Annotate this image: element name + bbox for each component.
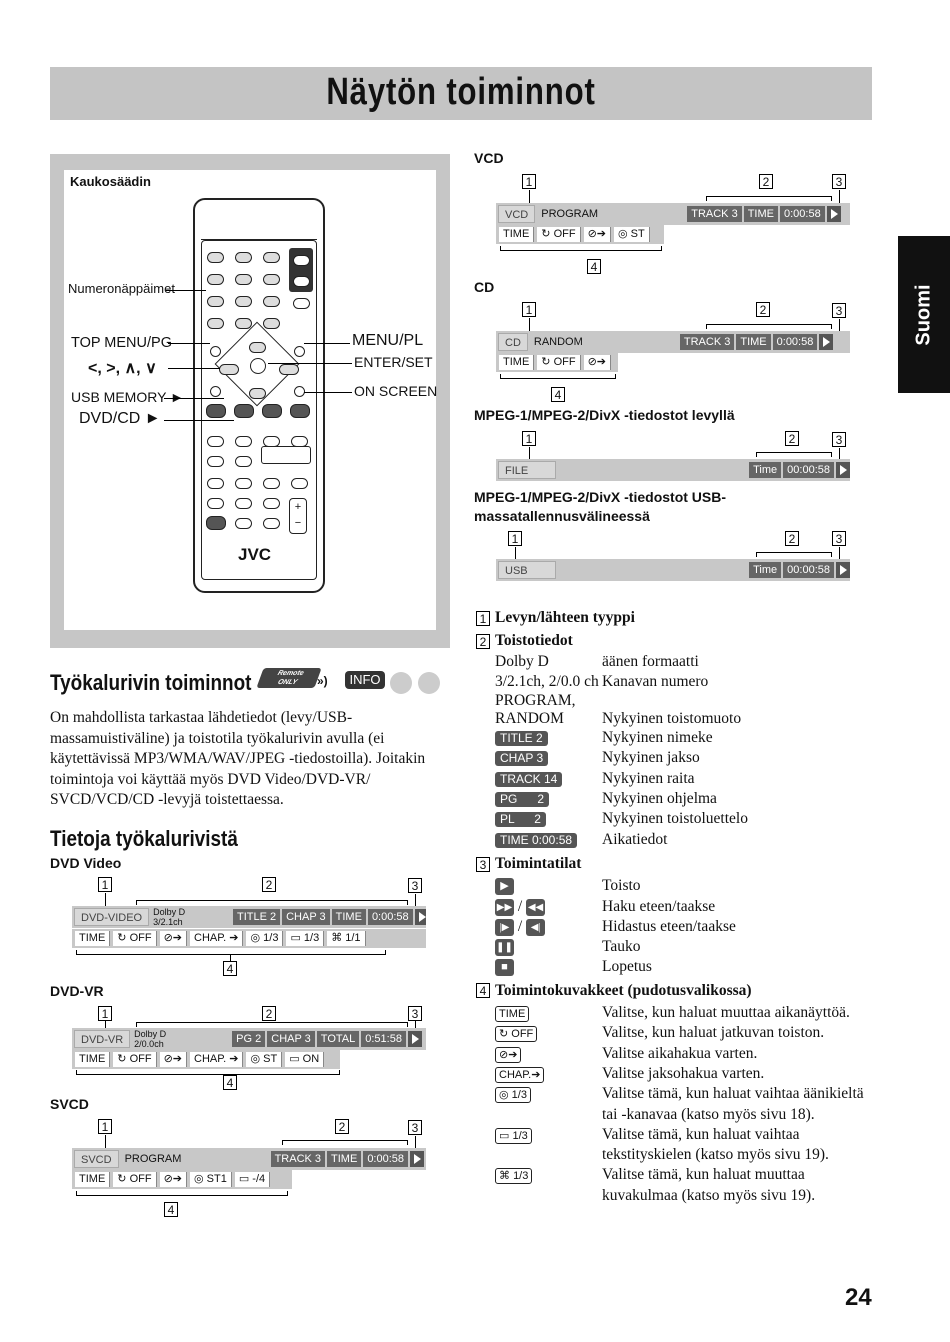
time-display-icon[interactable]: TIME (75, 1172, 110, 1187)
numeric-keys (207, 252, 287, 332)
time-search-icon[interactable]: ⊘➔ (160, 1052, 187, 1067)
slow-reverse-icon: ◀| (526, 919, 545, 936)
legend-row: Dolby D äänen formaatti (495, 652, 699, 670)
time-search-icon[interactable]: ⊘➔ (584, 227, 611, 242)
vcd-label: VCD (474, 150, 504, 166)
time-display-icon: TIME (495, 1006, 529, 1022)
repeat-icon[interactable]: ↻ OFF (537, 227, 580, 242)
mpeg-disc-status-bar (496, 459, 850, 481)
time-label: TIME (736, 334, 770, 350)
fast-reverse-icon: ◀◀ (526, 899, 545, 916)
leader-line (304, 343, 350, 344)
leader-line (168, 343, 210, 344)
subtitle-icon[interactable]: ▭ 1/3 (286, 931, 324, 946)
legend-row: ▶ Toisto (476, 876, 876, 896)
legend-row: RANDOM Nykyinen toistomuoto (495, 710, 742, 728)
time-search-icon[interactable]: ⊘➔ (160, 1172, 187, 1187)
source-type: USB (498, 561, 556, 579)
source-type: VCD (498, 205, 535, 223)
legend-row: ↻ OFF Valitse, kun haluat jatkuvan toiston. (476, 1023, 876, 1043)
legend-row: ⊘➔ Valitse aikahakua varten. (476, 1044, 876, 1064)
time-label: Time (749, 462, 781, 478)
callout-4: 4 (164, 1202, 178, 1217)
callout-1: 1 (522, 174, 536, 189)
subtitle-icon[interactable]: ▭ -/4 (235, 1172, 270, 1187)
callout-1: 1 (98, 1119, 112, 1134)
legend-row: ■ Lopetus (476, 957, 876, 977)
mpeg-usb-label: MPEG-1/MPEG-2/DivX -tiedostot USB- massatallennusvälineessä (474, 489, 727, 524)
callout-2: 2 (756, 302, 770, 317)
legend-section-1: 1 Levyn/lähteen tyyppi (476, 608, 876, 628)
play-icon (836, 462, 850, 478)
legend-row: ❚❚ Tauko (496, 938, 641, 956)
remote-heading: Kaukosäädin (70, 174, 151, 189)
fast-forward-icon: ▶▶ (495, 899, 514, 916)
track-indicator: TRACK 3 (687, 206, 741, 222)
svcd-label: SVCD (50, 1096, 89, 1112)
callout-3: 3 (408, 1006, 422, 1021)
time-label: TOTAL (317, 1031, 359, 1047)
subtitle-icon: ▭ 1/3 (495, 1128, 532, 1144)
dvd-vr-label: DVD-VR (50, 983, 104, 999)
repeat-icon[interactable]: ↻ OFF (113, 1172, 156, 1187)
label-top-menu: TOP MENU/PG (71, 335, 172, 351)
vcd-function-bar (496, 225, 664, 244)
time-label: Time (749, 562, 781, 578)
cd-status-bar (496, 331, 850, 353)
label-arrow-keys: <, >, ∧, ∨ (88, 360, 157, 377)
leader-line (166, 290, 206, 291)
time-label: TIME (332, 909, 366, 925)
legend-row: ▶▶ / ◀◀ Haku eteen/taakse (496, 897, 716, 915)
audio-icon[interactable]: ◎ ST (614, 227, 650, 242)
toolbar-paragraph: On mahdollista tarkastaa lähdetiedot (levy/USB-massamuistiväline) ja toistotila työkalurivin avulla (ei käytettävissä MP3/WMA/WAV/JPEG -tiedostoilla). Joitakin toimintoja voi käyttää myös DVD Video/DVD-VR/ SVCD/VCD/CD -levyjä toistettaessa. (50, 709, 426, 808)
dvd-video-label: DVD Video (50, 855, 122, 871)
dvd-video-function-bar (72, 929, 426, 948)
language-tab-label: Suomi (912, 283, 935, 346)
leader-line (164, 420, 234, 421)
time-label: TIME (327, 1151, 361, 1167)
chapter-search-icon: CHAP.➔ (495, 1067, 544, 1083)
callout-2: 2 (335, 1119, 349, 1134)
callout-4: 4 (587, 259, 601, 274)
enter-key (250, 358, 266, 374)
time-value: 0:00:58 (363, 1151, 408, 1167)
label-dvd-cd: DVD/CD ► (79, 410, 161, 427)
source-type: FILE (498, 461, 556, 479)
angle-icon[interactable]: ⌘ 1/1 (327, 931, 365, 946)
repeat-icon[interactable]: ↻ OFF (537, 355, 580, 370)
legend-row: PG 2 Nykyinen ohjelma (476, 789, 876, 809)
time-value: 0:51:58 (361, 1031, 406, 1047)
legend-section-4: 4 Toimintokuvakkeet (pudotusvalikossa) (476, 981, 876, 1001)
mpeg-usb-status-bar (496, 559, 850, 581)
leader-line (164, 398, 224, 399)
title-indicator: TITLE 2 (233, 909, 280, 925)
source-type: DVD-VIDEO (74, 908, 149, 926)
repeat-icon: ↻ OFF (495, 1026, 537, 1042)
stop-icon: ■ (495, 959, 514, 976)
about-toolbar-heading: Tietoja työkalurivistä (50, 826, 238, 851)
track-indicator: TRACK 3 (271, 1151, 325, 1167)
callout-4: 4 (551, 387, 565, 402)
time-label: TIME (744, 206, 778, 222)
legend-row: CHAP 3 Nykyinen jakso (476, 748, 876, 768)
time-search-icon[interactable]: ⊘➔ (584, 355, 611, 370)
track-indicator: TRACK 3 (680, 334, 734, 350)
slow-forward-icon: |▶ (495, 919, 514, 936)
legend-row: ◎ 1/3 Valitse tämä, kun haluat vaihtaa äänikieltä tai -kanavaa (katso myös sivu 18). (476, 1084, 876, 1125)
callout-3: 3 (832, 303, 846, 318)
toolbar-heading: Työkalurivin toiminnot (50, 670, 252, 695)
cd-label: CD (474, 279, 495, 295)
page-number: 24 (845, 1284, 872, 1311)
time-value: 00:00:58 (783, 462, 834, 478)
callout-4: 4 (223, 1075, 237, 1090)
callout-3: 3 (832, 531, 846, 546)
play-icon (410, 1151, 424, 1167)
callout-2: 2 (262, 1006, 276, 1021)
legend-row: PL 2 Nykyinen toistoluettelo (476, 809, 876, 829)
time-value: 0:00:58 (773, 334, 818, 350)
legend-row: TIME Valitse, kun haluat muuttaa aikanäyttöä. (476, 1003, 876, 1023)
page-title: Näytön toiminnot (326, 71, 596, 113)
pause-icon: ❚❚ (495, 939, 514, 956)
legend-row: 3/2.1ch, 2/0.0 ch Kanavan numero (495, 672, 709, 690)
callout-2: 2 (785, 431, 799, 446)
source-type: CD (498, 333, 528, 351)
legend-row: CHAP.➔ Valitse jaksohakua varten. (476, 1064, 876, 1084)
callout-2: 2 (262, 877, 276, 892)
repeat-icon[interactable]: ↻ OFF (113, 931, 156, 946)
mpeg-disc-label: MPEG-1/MPEG-2/DivX -tiedostot levyllä (474, 407, 735, 423)
play-mode: RANDOM (533, 336, 583, 348)
dvd-vr-status-bar (72, 1028, 426, 1050)
svcd-function-bar (72, 1170, 292, 1189)
time-display-icon[interactable]: TIME (499, 227, 534, 242)
repeat-icon[interactable]: ↻ OFF (113, 1052, 156, 1067)
legend-row: TITLE 2 Nykyinen nimeke (476, 728, 876, 748)
source-type: DVD-VR (74, 1030, 130, 1048)
audio-format: Dolby D 3/2.1ch (153, 907, 186, 927)
callout-3: 3 (408, 1120, 422, 1135)
legend-row: TIME 0:00:58 Aikatiedot (476, 830, 876, 850)
leader-line (268, 363, 352, 364)
legend-row: ▭ 1/3 Valitse tämä, kun haluat vaihtaa tekstityskielen (katso myös sivu 19). (476, 1125, 876, 1166)
label-enter-set: ENTER/SET (354, 354, 433, 370)
dvd-vr-function-bar (72, 1050, 340, 1069)
language-tab (898, 236, 950, 393)
info-button-icon: INFO (345, 671, 385, 689)
remote-top (201, 198, 317, 240)
callout-3: 3 (832, 174, 846, 189)
cd-function-bar (496, 353, 618, 372)
leader-line (168, 368, 220, 369)
vcd-status-bar (496, 203, 850, 225)
legend-row: |▶ / ◀| Hidastus eteen/taakse (476, 917, 876, 937)
audio-icon[interactable]: ◎ 1/3 (246, 931, 283, 946)
brand-logo: JVC (238, 545, 272, 564)
time-display-icon[interactable]: TIME (499, 355, 534, 370)
program-indicator: PG 2 (232, 1031, 265, 1047)
time-value: 0:00:58 (368, 909, 413, 925)
legend-row: TRACK 14 Nykyinen raita (476, 769, 876, 789)
callout-2: 2 (759, 174, 773, 189)
time-value: 0:00:58 (780, 206, 825, 222)
callout-1: 1 (522, 302, 536, 317)
play-mode: PROGRAM (124, 1153, 182, 1165)
time-value: 00:00:58 (783, 562, 834, 578)
dvd-video-status-bar (72, 906, 426, 928)
label-usb-memory: USB MEMORY ► (71, 389, 184, 405)
legend-section-3: 3 Toimintatilat (476, 854, 876, 874)
audio-icon[interactable]: ◎ ST (246, 1052, 282, 1067)
play-icon: ▶ (495, 878, 514, 895)
remote-only-badge: Remote ONLY (256, 668, 321, 688)
source-type: SVCD (74, 1150, 119, 1168)
time-display-icon[interactable]: TIME (75, 931, 110, 946)
legend-section-2: 2 Toistotiedot (476, 631, 876, 651)
leader-line (304, 392, 352, 393)
subtitle-icon[interactable]: ▭ ON (285, 1052, 324, 1067)
callout-1: 1 (522, 431, 536, 446)
audio-icon[interactable]: ◎ ST1 (190, 1172, 232, 1187)
callout-1: 1 (98, 877, 112, 892)
callout-1: 1 (98, 1006, 112, 1021)
play-icon (415, 909, 426, 925)
play-mode: PROGRAM (541, 208, 599, 220)
chapter-indicator: CHAP 3 (282, 909, 330, 925)
play-icon (836, 562, 850, 578)
audio-format: Dolby D 2/0.0ch (134, 1029, 167, 1049)
callout-1: 1 (508, 531, 522, 546)
title-bar (50, 67, 872, 120)
time-display-icon[interactable]: TIME (75, 1052, 110, 1067)
callout-3: 3 (408, 878, 422, 893)
play-icon (408, 1031, 422, 1047)
callout-2: 2 (785, 531, 799, 546)
svcd-status-bar (72, 1148, 426, 1170)
callout-4: 4 (223, 961, 237, 976)
label-menu-pl: MENU/PL (352, 332, 424, 349)
legend-row: PROGRAM, (495, 692, 576, 710)
legend (476, 608, 876, 1206)
decorative-dots (290, 672, 450, 696)
time-search-icon[interactable]: ⊘➔ (160, 931, 187, 946)
callout-3: 3 (832, 432, 846, 447)
label-numeric-keys: Numeronäppäimet (68, 281, 175, 296)
label-on-screen: ON SCREEN (354, 383, 438, 399)
legend-row: ⌘ 1/3 Valitse tämä, kun haluat muuttaa kuvakulmaa (katso myös sivu 19). (476, 1165, 876, 1206)
chapter-search-icon[interactable]: CHAP. ➔ (190, 1052, 243, 1067)
time-search-icon: ⊘➔ (495, 1047, 521, 1063)
audio-icon: ◎ 1/3 (495, 1087, 531, 1103)
play-icon (827, 206, 841, 222)
play-icon (819, 334, 833, 350)
signal-icon: ») (317, 674, 328, 688)
angle-icon: ⌘ 1/3 (495, 1168, 532, 1184)
chapter-search-icon[interactable]: CHAP. ➔ (190, 931, 243, 946)
chapter-indicator: CHAP 3 (267, 1031, 315, 1047)
